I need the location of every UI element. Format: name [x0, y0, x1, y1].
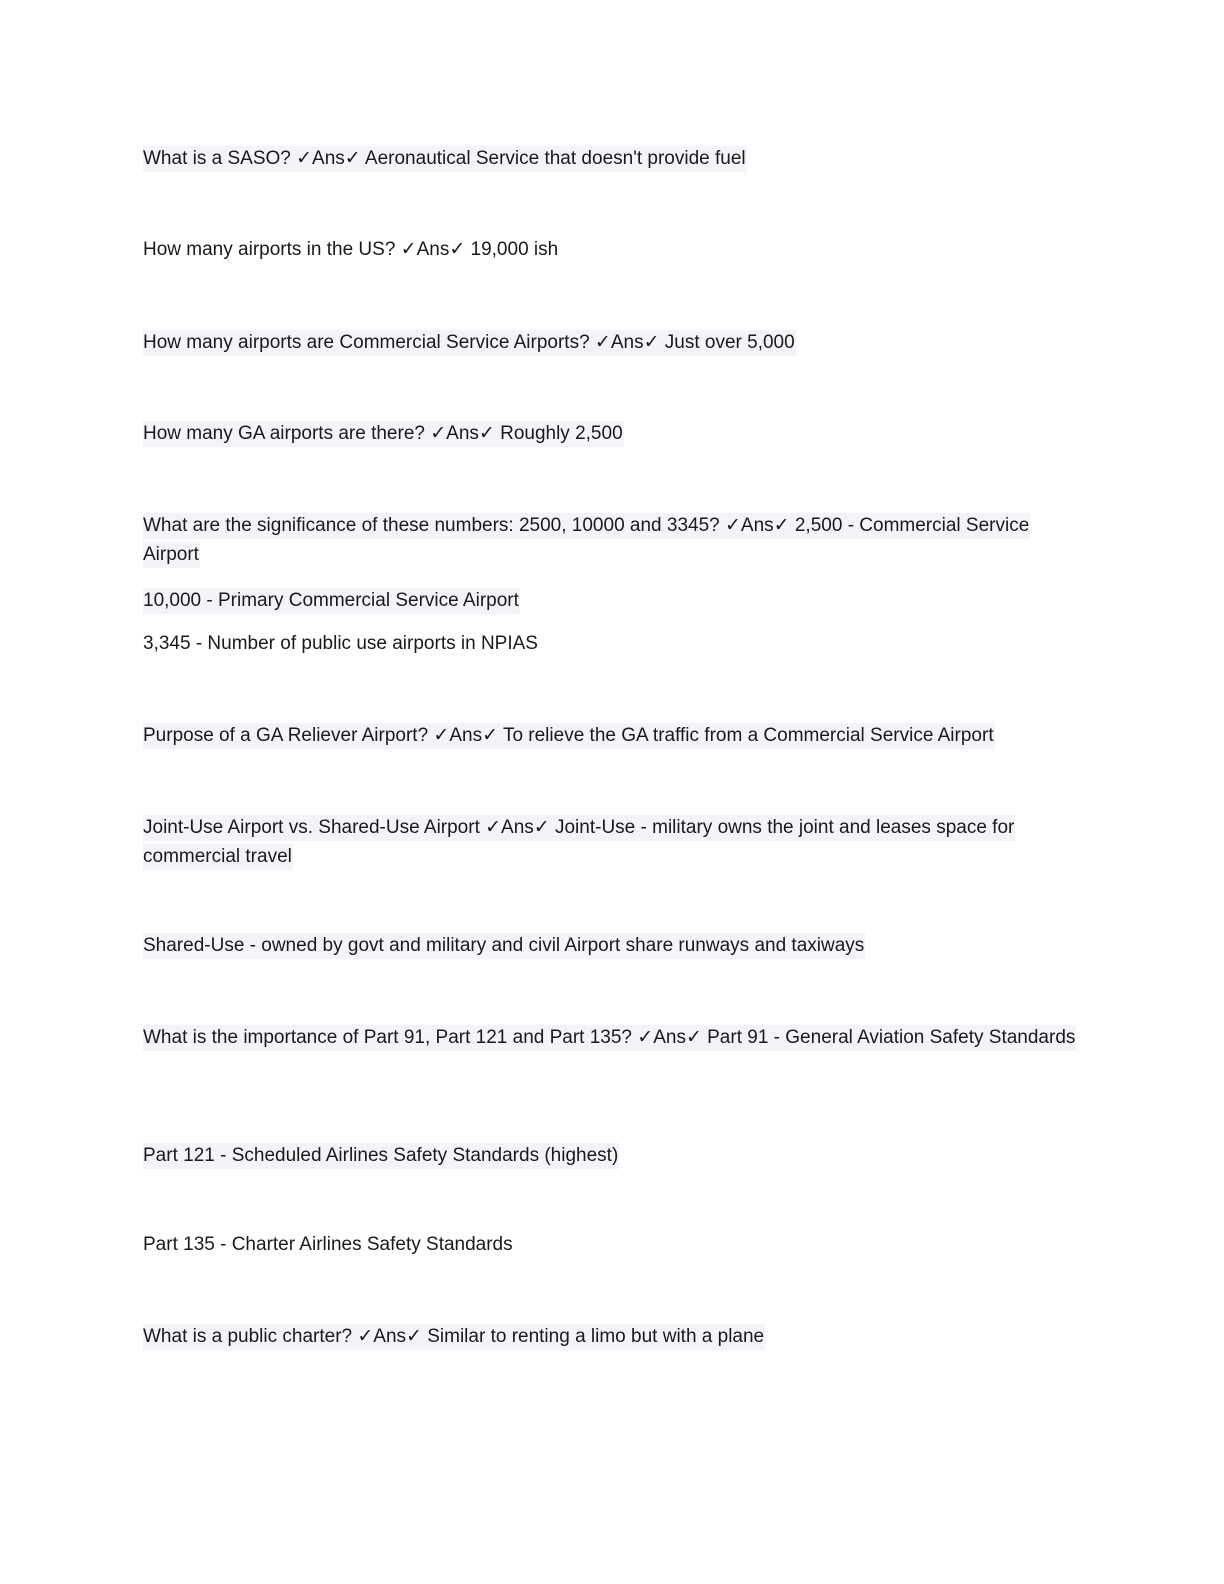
qa-entry-continuation	[143, 1230, 1083, 1259]
qa-entry-public-charter	[143, 1322, 1083, 1351]
entry-text: Part 135 - Charter Airlines Safety Standards	[143, 1234, 513, 1255]
qa-entry-part-91-121-135	[143, 1023, 1083, 1052]
entry-text: Purpose of a GA Reliever Airport? ✓Ans✓ To relieve the GA traffic from a Commercial Service Airport	[143, 723, 995, 749]
entry-text: What is a public charter? ✓Ans✓ Similar to renting a limo but with a plane	[143, 1324, 765, 1350]
qa-entry-continuation	[143, 1141, 1083, 1170]
qa-entry-commercial-airports	[143, 328, 1083, 357]
qa-entry-significance-numbers	[143, 511, 1083, 569]
entry-text: How many airports are Commercial Service Airports? ✓Ans✓ Just over 5,000	[143, 330, 796, 356]
qa-entry-airports-us	[143, 235, 1083, 264]
entry-text: How many GA airports are there? ✓Ans✓ Roughly 2,500	[143, 421, 624, 447]
qa-entry-continuation	[143, 586, 1083, 615]
entry-text: 3,345 - Number of public use airports in NPIAS	[143, 633, 538, 654]
entry-text: What is the importance of Part 91, Part 121 and Part 135? ✓Ans✓ Part 91 - General Aviation Safety Standards	[143, 1025, 1076, 1051]
entry-text: Shared-Use - owned by govt and military and civil Airport share runways and taxiways	[143, 933, 865, 959]
entry-text: Part 121 - Scheduled Airlines Safety Standards (highest)	[143, 1143, 619, 1169]
qa-entry-saso	[143, 144, 1083, 173]
qa-entry-ga-airports	[143, 419, 1083, 448]
entry-text: 10,000 - Primary Commercial Service Airport	[143, 588, 520, 614]
entry-text: How many airports in the US? ✓Ans✓ 19,000 ish	[143, 239, 559, 260]
qa-entry-joint-shared-use	[143, 813, 1083, 871]
entry-text: What are the significance of these numbers: 2500, 10000 and 3345? ✓Ans✓ 2,500 - Commercial Service Airport	[143, 513, 1030, 568]
qa-entry-continuation	[143, 629, 1083, 658]
qa-entry-continuation	[143, 931, 1083, 960]
entry-text: Joint-Use Airport vs. Shared-Use Airport ✓Ans✓ Joint-Use - military owns the joint and leases space for commercial travel	[143, 815, 1015, 870]
entry-text: What is a SASO? ✓Ans✓ Aeronautical Service that doesn't provide fuel	[143, 146, 747, 172]
qa-entry-ga-reliever	[143, 721, 1083, 750]
